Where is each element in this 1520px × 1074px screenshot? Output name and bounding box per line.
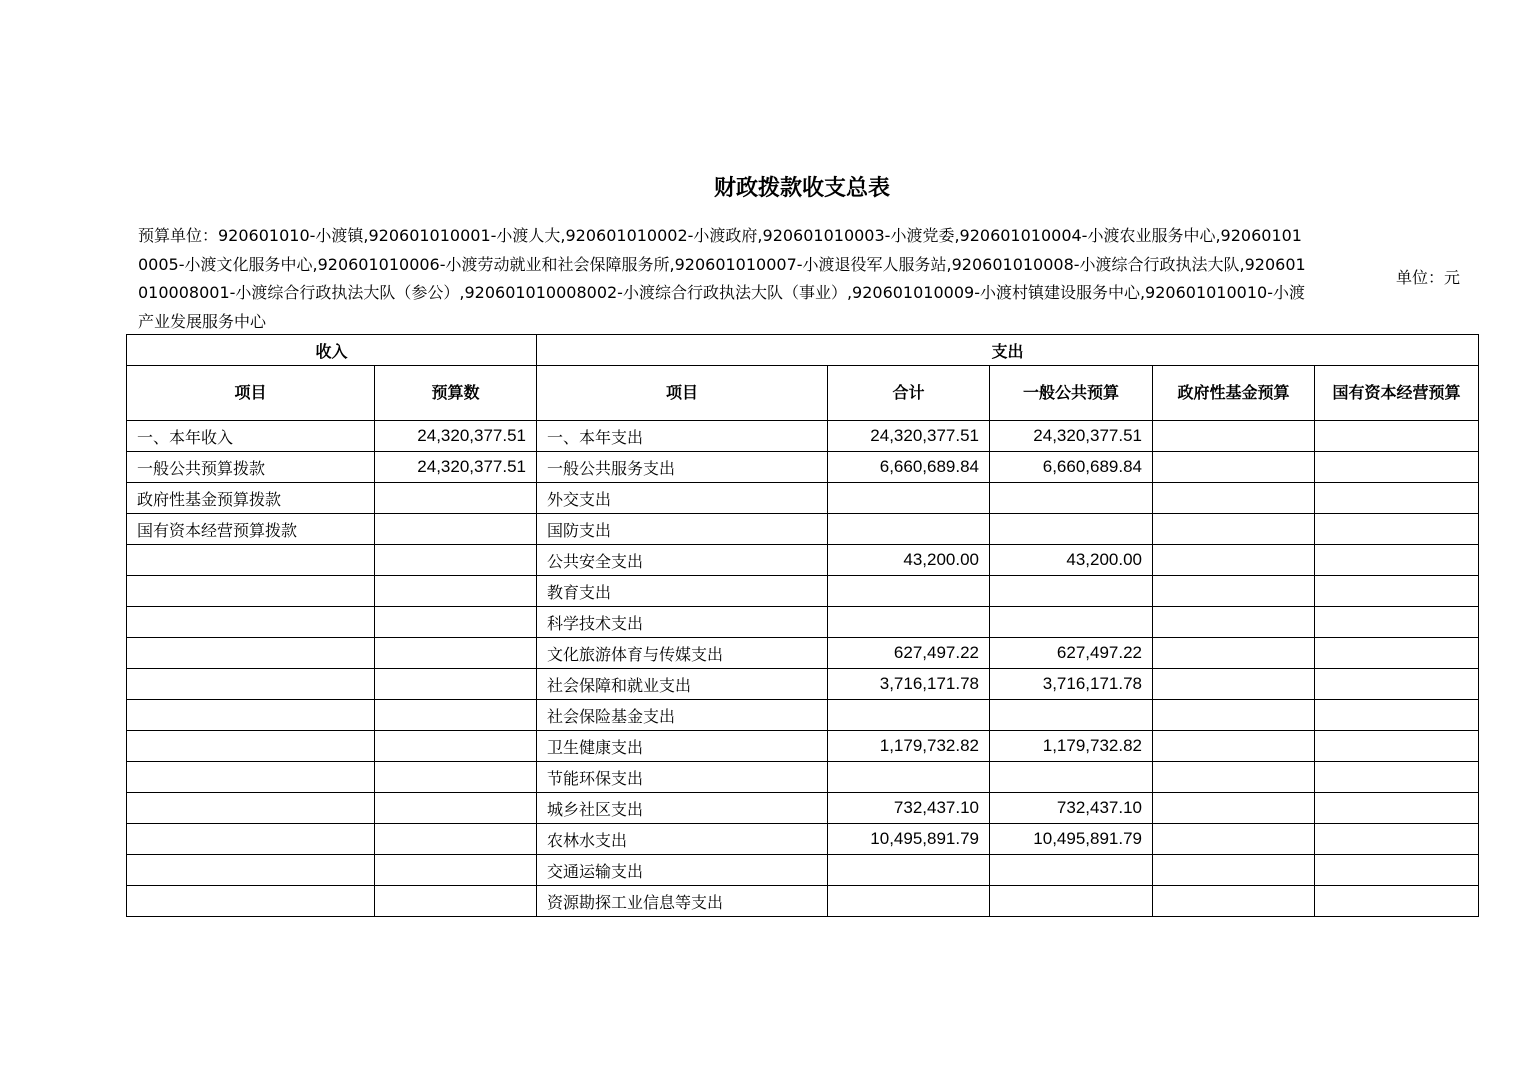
cell-gov-fund-budget [1153,638,1315,669]
cell-general-budget: 10,495,891.79 [990,824,1153,855]
currency-unit-label: 单位：元 [1396,268,1461,287]
cell-state-capital-budget [1315,545,1479,576]
cell-income-budget [375,793,537,824]
cell-state-capital-budget [1315,886,1479,917]
cell-total: 732,437.10 [828,793,990,824]
cell-expense-item: 教育支出 [537,576,828,607]
cell-total [828,700,990,731]
cell-total: 24,320,377.51 [828,421,990,452]
cell-gov-fund-budget [1153,545,1315,576]
cell-state-capital-budget [1315,421,1479,452]
cell-income-budget [375,731,537,762]
table-row [127,700,1479,731]
cell-expense-item: 资源勘探工业信息等支出 [537,886,828,917]
cell-total [828,483,990,514]
cell-expense-item: 卫生健康支出 [537,731,828,762]
cell-general-budget: 732,437.10 [990,793,1153,824]
cell-state-capital-budget [1315,607,1479,638]
cell-total: 6,660,689.84 [828,452,990,483]
cell-expense-item: 科学技术支出 [537,607,828,638]
cell-general-budget [990,576,1153,607]
cell-income-item [127,700,375,731]
page-title: 财政拨款收支总表 [713,175,890,201]
cell-income-budget [375,762,537,793]
cell-gov-fund-budget [1153,576,1315,607]
cell-state-capital-budget [1315,514,1479,545]
cell-income-item [127,576,375,607]
budget-summary-table [126,334,1479,917]
cell-gov-fund-budget [1153,452,1315,483]
cell-general-budget: 6,660,689.84 [990,452,1153,483]
col-header-gov-fund-budget: 政府性基金预算 [1153,366,1315,421]
table-row [127,793,1479,824]
cell-income-item: 一般公共预算拨款 [127,452,375,483]
cell-state-capital-budget [1315,576,1479,607]
cell-income-item [127,545,375,576]
cell-general-budget [990,607,1153,638]
cell-expense-item: 公共安全支出 [537,545,828,576]
table-row [127,855,1479,886]
cell-income-budget [375,483,537,514]
table-row [127,669,1479,700]
table-row [127,452,1479,483]
cell-income-budget [375,886,537,917]
cell-income-budget [375,607,537,638]
table-body [127,421,1479,917]
cell-total: 43,200.00 [828,545,990,576]
cell-general-budget [990,700,1153,731]
cell-general-budget [990,762,1153,793]
table-row [127,638,1479,669]
cell-expense-item: 城乡社区支出 [537,793,828,824]
cell-state-capital-budget [1315,483,1479,514]
cell-gov-fund-budget [1153,824,1315,855]
cell-state-capital-budget [1315,669,1479,700]
cell-income-item [127,638,375,669]
cell-gov-fund-budget [1153,886,1315,917]
group-header-row [127,335,1479,366]
cell-total [828,576,990,607]
cell-total [828,607,990,638]
cell-expense-item: 节能环保支出 [537,762,828,793]
cell-expense-item: 国防支出 [537,514,828,545]
cell-total: 10,495,891.79 [828,824,990,855]
cell-income-item: 一、本年收入 [127,421,375,452]
cell-income-item: 国有资本经营预算拨款 [127,514,375,545]
cell-income-item [127,762,375,793]
table-row [127,886,1479,917]
cell-general-budget: 24,320,377.51 [990,421,1153,452]
cell-general-budget [990,514,1153,545]
cell-income-item [127,886,375,917]
cell-gov-fund-budget [1153,793,1315,824]
cell-income-item: 政府性基金预算拨款 [127,483,375,514]
cell-general-budget [990,886,1153,917]
cell-general-budget: 3,716,171.78 [990,669,1153,700]
cell-income-budget [375,669,537,700]
col-header-state-capital-budget: 国有资本经营预算 [1315,366,1479,421]
cell-income-budget [375,545,537,576]
table-row [127,824,1479,855]
cell-expense-item: 一、本年支出 [537,421,828,452]
cell-general-budget [990,483,1153,514]
cell-general-budget: 627,497.22 [990,638,1153,669]
table-row [127,545,1479,576]
table-row [127,607,1479,638]
cell-total [828,886,990,917]
col-header-expense-item: 项目 [537,366,828,421]
expense-group-header: 支出 [537,335,1479,366]
cell-income-budget: 24,320,377.51 [375,421,537,452]
cell-income-budget [375,855,537,886]
cell-income-budget [375,576,537,607]
cell-state-capital-budget [1315,824,1479,855]
cell-general-budget: 43,200.00 [990,545,1153,576]
cell-total: 627,497.22 [828,638,990,669]
cell-state-capital-budget [1315,855,1479,886]
cell-expense-item: 社会保险基金支出 [537,700,828,731]
cell-general-budget: 1,179,732.82 [990,731,1153,762]
cell-income-item [127,855,375,886]
cell-income-item [127,669,375,700]
cell-total [828,514,990,545]
cell-state-capital-budget [1315,762,1479,793]
income-group-header: 收入 [127,335,537,366]
cell-income-budget: 24,320,377.51 [375,452,537,483]
budget-unit-description: 预算单位：920601010-小渡镇,920601010001-小渡人大,920601010002-小渡政府,920601010003-小渡党委,920601010004-小渡农业服务中心,920601010005-小渡文化服务中心,920601010006-小渡劳动就业和社会保障服务所,920601010007-小渡退役军人服务站,920601010008-小渡综合行政执法大队,920601010008001-小渡综合行政执法大队（参公）,920601010008002-小渡综合行政执法大队（事业）,920601010009-小渡村镇建设服务中心,920601010010-小渡产业发展服务中心 [138,226,1306,331]
table-row [127,731,1479,762]
cell-gov-fund-budget [1153,731,1315,762]
cell-gov-fund-budget [1153,762,1315,793]
col-header-income-item: 项目 [127,366,375,421]
cell-gov-fund-budget [1153,514,1315,545]
cell-expense-item: 交通运输支出 [537,855,828,886]
cell-income-item [127,731,375,762]
cell-expense-item: 社会保障和就业支出 [537,669,828,700]
cell-state-capital-budget [1315,793,1479,824]
cell-income-budget [375,700,537,731]
table-row [127,762,1479,793]
cell-expense-item: 外交支出 [537,483,828,514]
cell-income-item [127,824,375,855]
cell-expense-item: 一般公共服务支出 [537,452,828,483]
cell-expense-item: 文化旅游体育与传媒支出 [537,638,828,669]
cell-state-capital-budget [1315,638,1479,669]
cell-total: 1,179,732.82 [828,731,990,762]
column-header-row [127,366,1479,421]
cell-general-budget [990,855,1153,886]
cell-gov-fund-budget [1153,607,1315,638]
table-row [127,576,1479,607]
cell-total [828,855,990,886]
col-header-total: 合计 [828,366,990,421]
cell-gov-fund-budget [1153,483,1315,514]
cell-state-capital-budget [1315,700,1479,731]
table-row [127,421,1479,452]
cell-state-capital-budget [1315,731,1479,762]
cell-income-budget [375,638,537,669]
cell-total: 3,716,171.78 [828,669,990,700]
cell-income-budget [375,514,537,545]
table-row [127,483,1479,514]
cell-gov-fund-budget [1153,669,1315,700]
cell-income-budget [375,824,537,855]
col-header-income-budget: 预算数 [375,366,537,421]
cell-expense-item: 农林水支出 [537,824,828,855]
cell-income-item [127,793,375,824]
cell-gov-fund-budget [1153,421,1315,452]
cell-gov-fund-budget [1153,700,1315,731]
cell-gov-fund-budget [1153,855,1315,886]
cell-income-item [127,607,375,638]
col-header-general-budget: 一般公共预算 [990,366,1153,421]
cell-state-capital-budget [1315,452,1479,483]
cell-total [828,762,990,793]
table-row [127,514,1479,545]
